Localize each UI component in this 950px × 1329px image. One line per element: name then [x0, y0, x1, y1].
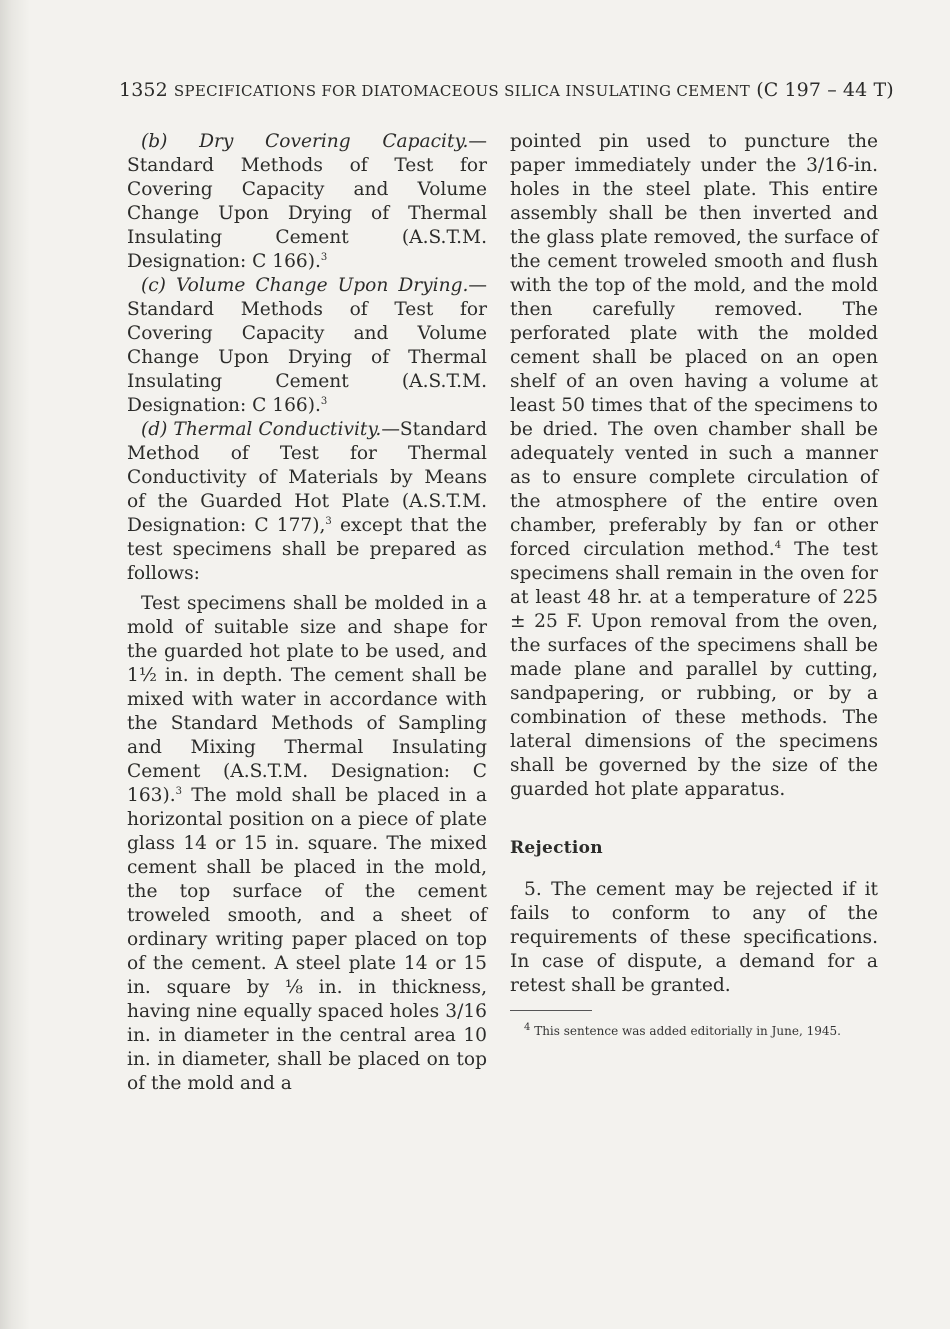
footnote [510, 1023, 878, 1039]
section-b-ref: 3 [320, 251, 328, 263]
section-c-ref: 3 [320, 395, 328, 407]
section-d-text-1: —Standard Method of Test for Thermal Conductivity of Materials by Means of the Guarded Hot Plate (A.S.T.M. Designation: C 177), [127, 419, 487, 536]
section-b-label: (b) [141, 131, 168, 152]
footnote-ref: 4 [524, 1022, 531, 1033]
continued-ref: 4 [774, 539, 782, 551]
section-d-text-2: except that the test specimens shall be prepared as follows: [127, 515, 488, 584]
rejection-paragraph [510, 878, 878, 998]
section-c [127, 274, 487, 418]
section-d [127, 418, 487, 586]
section-c-text: —Standard Methods of Test for Covering Capacity and Volume Change Upon Drying of Thermal Insulating Cement (A.S.T.M. Designation: C 166). [127, 275, 487, 416]
section-b-text: —Standard Methods of Test for Covering Capacity and Volume Change Upon Drying of Thermal Insulating Cement (A.S.T.M. Designation: C 166). [127, 131, 487, 272]
header-title: SPECIFICATIONS FOR DIATOMACEOUS SILICA INSULATING CEMENT [173, 82, 751, 100]
rejection-heading: Rejection [510, 838, 603, 858]
continued-text-1: pointed pin used to puncture the paper immediately under the 3/16-in. holes in the steel plate. This entire assembly shall be then inverted and the glass plate removed, the surface of the cement troweled smooth and flush with the top of the mold, and the mold then carefully removed. The perforated plate with the molded cement shall be placed on an open shelf of an oven having a volume at least 50 times that of the specimens to be dried. The oven chamber shall be adequately vented in such a manner as to ensure complete circulation of the atmosphere of the entire oven chamber, preferably by fan or other forced circulation method. [510, 131, 878, 560]
section-c-title: Volume Change Upon Drying. [175, 275, 469, 296]
section-d-label: (d) [141, 419, 168, 440]
right-column [510, 130, 878, 1039]
binding-shadow [0, 0, 30, 1329]
section-c-label: (c) [141, 275, 166, 296]
section-b [127, 130, 487, 274]
specimen-ref: 3 [175, 785, 183, 797]
section-d-title: Thermal Conductivity. [173, 419, 382, 440]
running-header [119, 79, 894, 101]
specimen-text-1: Test specimens shall be molded in a mold of suitable size and shape for the guarded hot plate to be used, and 1½ in. in depth. The cement shall be mixed with water in accordance with the Standard Methods of Sampling and Mixing Thermal Insulating Cement (A.S.T.M. Designation: C 163). [127, 593, 487, 806]
header-designation: (C 197 – 44 T) [756, 79, 894, 101]
rejection-text: 5. The cement may be rejected if it fails to conform to any of the requirements of these specifications. In case of dispute, a demand for a retest shall be granted. [510, 879, 878, 996]
footnote-text: This sentence was added editorially in June, 1945. [530, 1024, 841, 1038]
section-d-ref: 3 [325, 515, 332, 527]
continued-paragraph [510, 130, 878, 802]
left-column [127, 130, 487, 1096]
specimen-paragraph [127, 592, 487, 1096]
page-number: 1352 [119, 79, 168, 101]
section-b-title: Dry Covering Capacity. [199, 131, 469, 152]
specimen-text-2: The mold shall be placed in a horizontal position on a piece of plate glass 14 or 15 in. square. The mixed cement shall be placed in the mold, the top surface of the cement troweled smooth, and a sheet of ordinary writing paper placed on top of the cement. A steel plate 14 or 15 in. square by ⅛ in. in thickness, having nine equally spaced holes 3/16 in. in diameter in the central area 10 in. in diameter, shall be placed on top of the mold and a [127, 785, 487, 1094]
footnote-divider [510, 1010, 592, 1011]
continued-text-2: The test specimens shall remain in the oven for at least 48 hr. at a temperature of 225 ± 25 F. Upon removal from the oven, the surfaces of the specimens shall be made plane and parallel by cutting, sandpapering, or rubbing, or by a combination of these methods. The lateral dimensions of the specimens shall be governed by the size of the guarded hot plate apparatus. [510, 539, 878, 800]
